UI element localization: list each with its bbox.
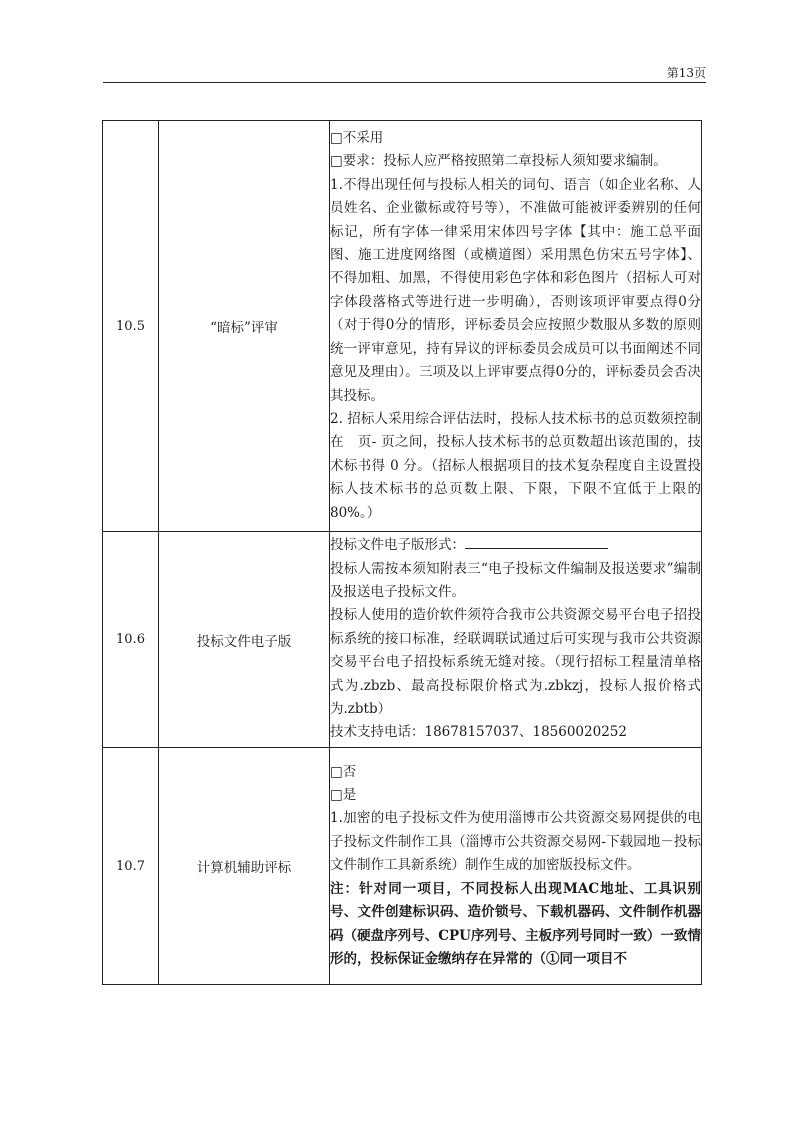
note-paragraph: 注：针对同一项目，不同投标人出现MAC地址、工具识别号、文件创建标识码、造价锁号、下载机器码、文件制作机器码（硬盘序列号、CPU序列号、主板序列号同时一致）一致情形的，投标保证金缴纳存在异常的（①同一项目不: [330, 880, 701, 967]
support-phone: 技术支持电话：18678157037、18560020252: [330, 724, 627, 741]
table-row: [103, 121, 702, 532]
page-header: [103, 62, 706, 82]
requirements-table: [102, 120, 702, 985]
paragraph: 2. 招标人采用综合评估法时，投标人技术标书的总页数须控制在 页- 页之间，投标人技术标书的总页数超出该范围的，技术标书得 0 分。（招标人根据项目的技术复杂程度自主设置投标人技术标书的总页数上限、下限，下限不宜低于上限的 80%。）: [330, 410, 701, 521]
paragraph: 1.不得出现任何与投标人相关的词句、语言（如企业名称、人员姓名、企业徽标或符号等），不准做可能被评委辨别的任何标记，所有字体一律采用宋体四号字体【其中：施工总平面图、施工进度网络图（或横道图）采用黑色仿宋五号字体】、不得加粗、加黑，不得使用彩色字体和彩色图片（招标人可对字体段落格式等进行进一步明确），否则该项评审要点得0分（对于得0分的情形，评标委员会应按照少数服从多数的原则统一评审意见，持有异议的评标委员会成员可以书面阐述不同意见及理由）。三项及以上评审要点得0分的，评标委员会否决其投标。: [330, 176, 701, 404]
header-rule: [103, 82, 706, 83]
fill-in-blank: [465, 534, 608, 549]
page-number: 第13页: [666, 66, 706, 80]
row-title: 计算机辅助评标: [159, 748, 330, 985]
table-row: [103, 748, 702, 985]
row-number: 10.5: [103, 121, 159, 532]
format-line: [330, 534, 701, 557]
table-row: [103, 532, 702, 748]
row-content: [330, 748, 702, 985]
row-number: 10.6: [103, 532, 159, 748]
option-yes: □是: [330, 787, 357, 804]
row-title: 投标文件电子版: [159, 532, 330, 748]
row-content: [330, 121, 702, 532]
row-content: [330, 532, 702, 748]
paragraph: 投标人使用的造价软件须符合我市公共资源交易平台电子招投标系统的接口标准，经联调联试通过后可实现与我市公共资源交易平台电子招投标系统无缝对接。（现行招标工程量清单格式为.zbzb、最高投标限价格式为.zbkzj，投标人报价格式为.zbtb）: [330, 607, 701, 718]
option-required: □要求：投标人应严格按照第二章投标人须知要求编制。: [330, 153, 667, 170]
row-number: 10.7: [103, 748, 159, 985]
format-label: 投标文件电子版形式：: [330, 537, 465, 554]
option-not-adopted: □不采用: [330, 130, 384, 147]
paragraph: 投标人需按本须知附表三“电子投标文件编制及报送要求”编制及报送电子投标文件。: [330, 560, 701, 600]
row-title: “暗标”评审: [159, 121, 330, 532]
option-no: □否: [330, 763, 357, 780]
paragraph: 1.加密的电子投标文件为使用淄博市公共资源交易网提供的电子投标文件制作工具（淄博市公共资源交易网-下载园地－投标文件制作工具新系统）制作生成的加密版投标文件。: [330, 810, 701, 874]
